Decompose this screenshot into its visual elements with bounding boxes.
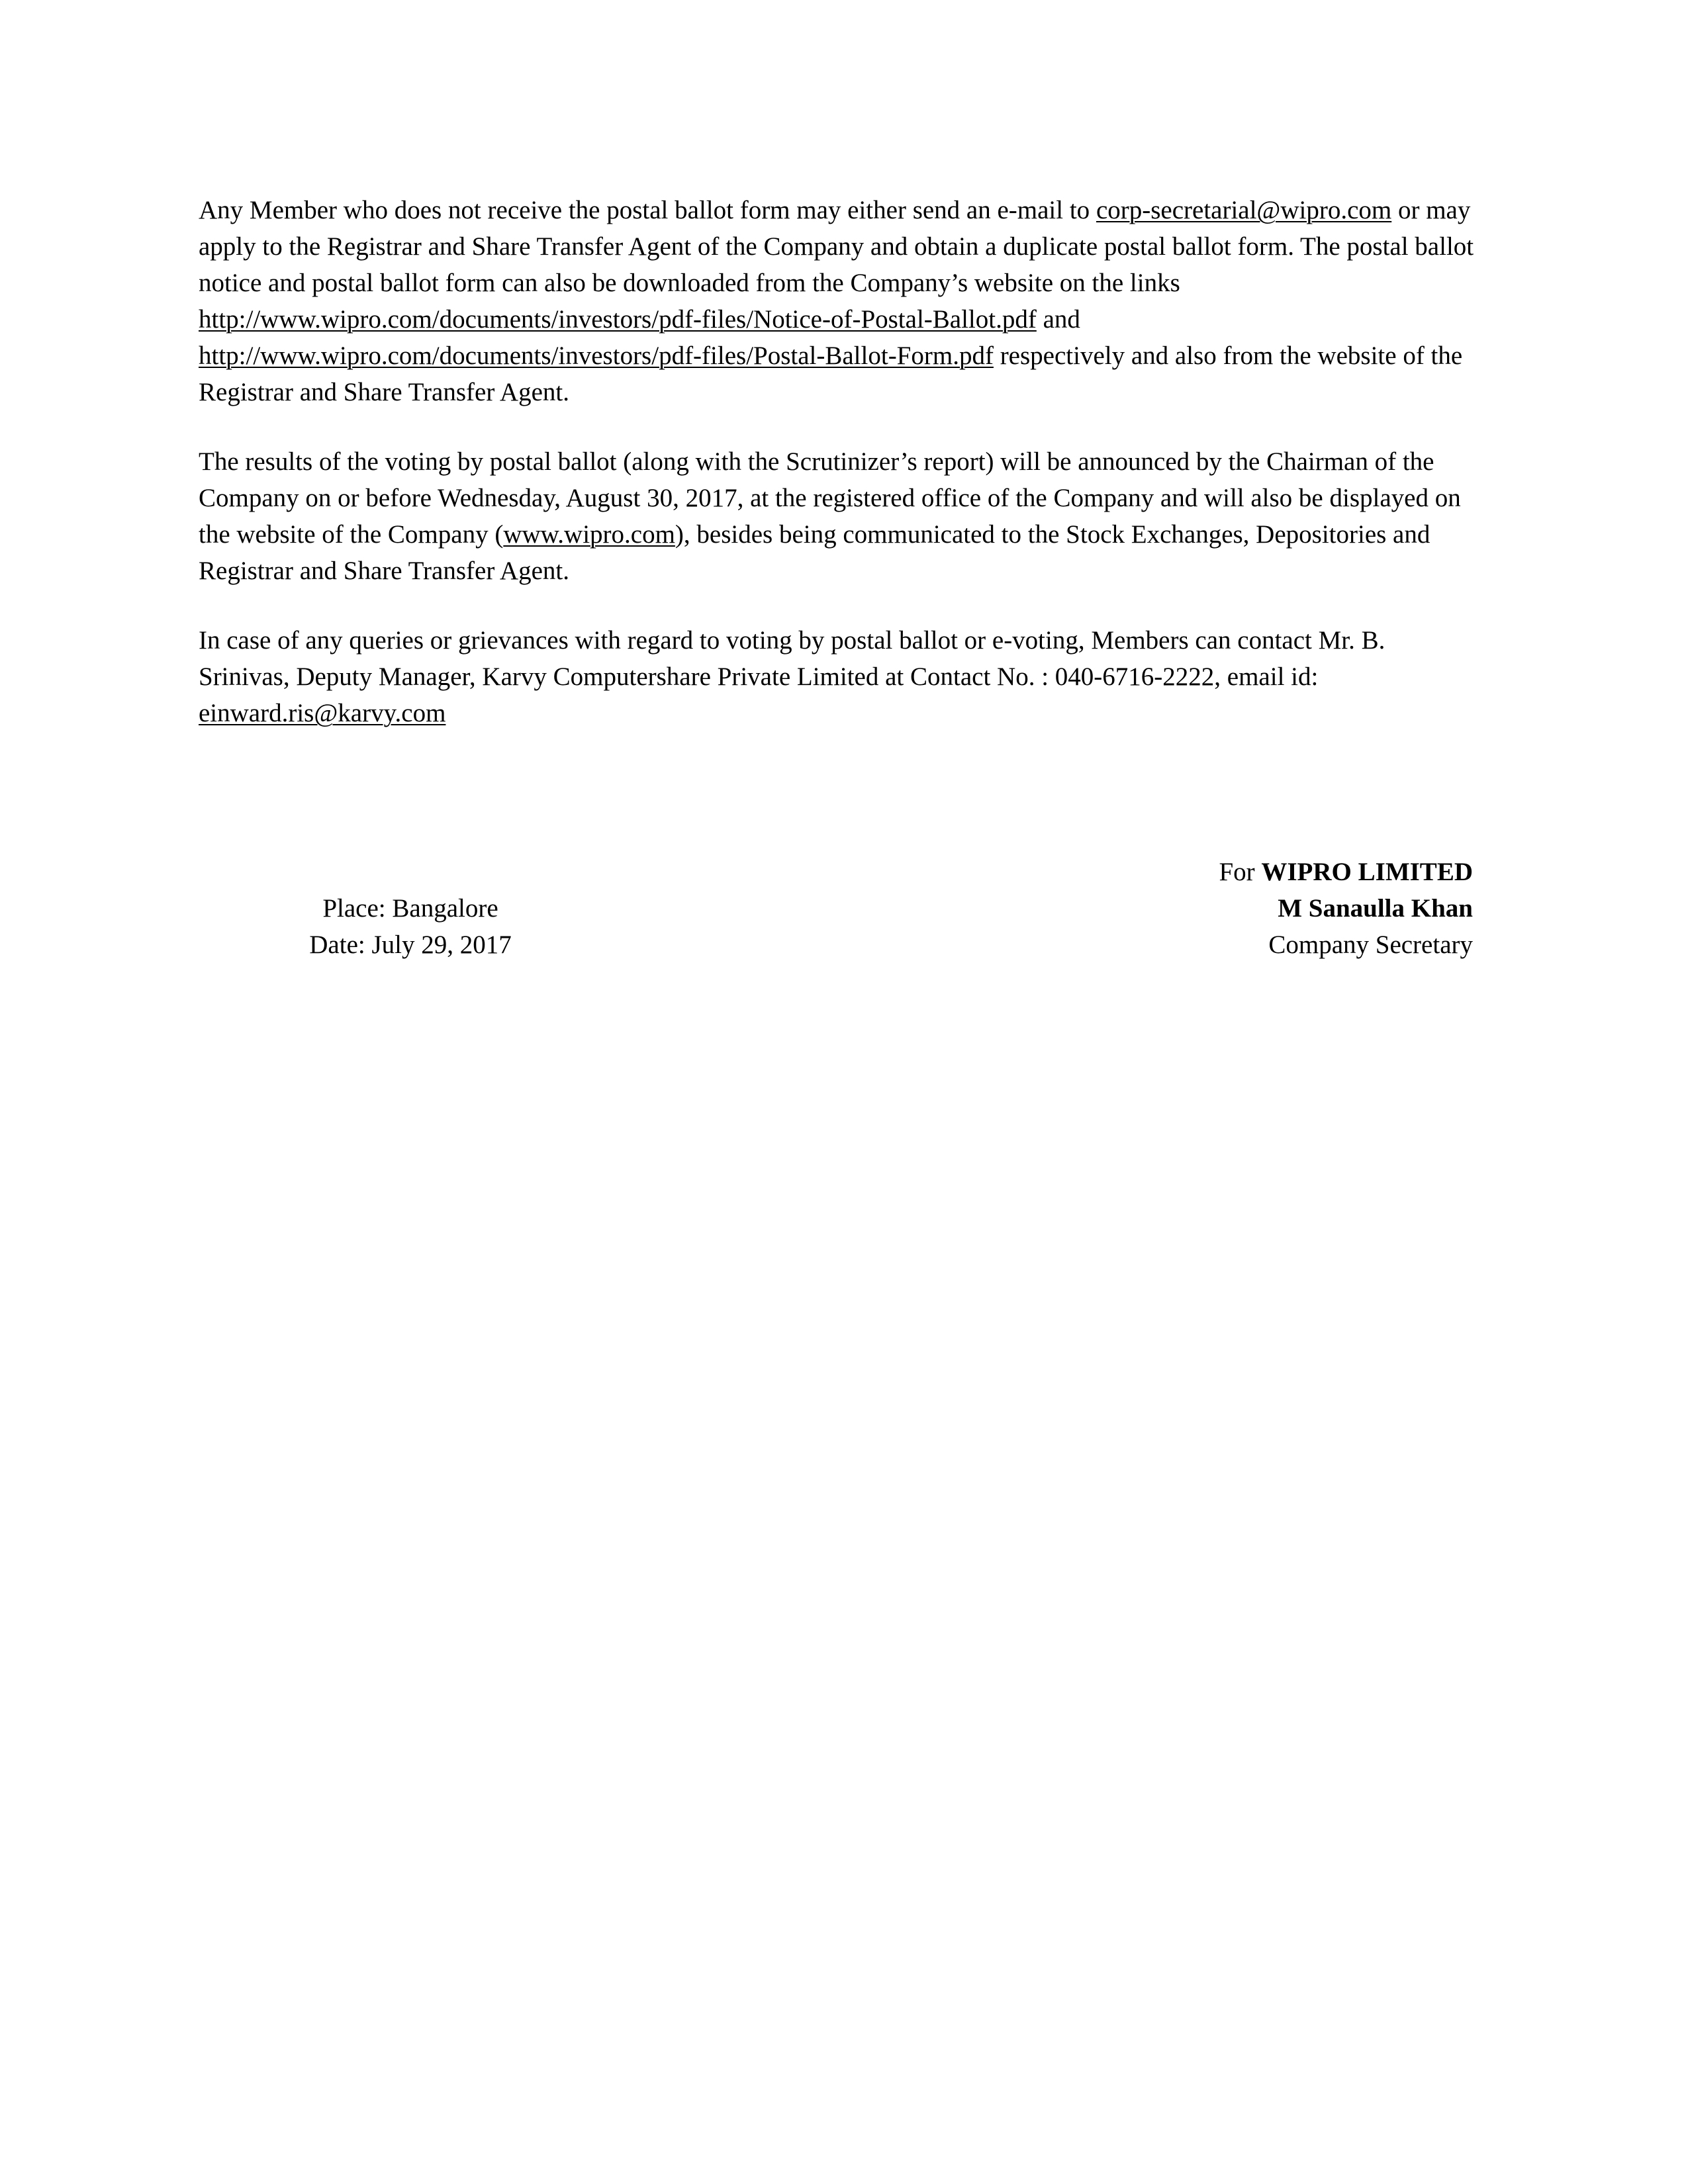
document-body <box>199 192 1476 764</box>
wipro-website-link[interactable]: www.wipro.com <box>503 520 675 549</box>
paragraph-text: and <box>1036 305 1080 334</box>
company-name: WIPRO LIMITED <box>1261 858 1473 886</box>
signatory-name: M Sanaulla Khan <box>1278 894 1473 923</box>
paragraph-text: ), besides being communicated to the Stock Exchanges, Depositories and Registrar and Share Transfer Agent. <box>199 520 1430 585</box>
paragraph-postal-ballot-form <box>199 192 1476 410</box>
date-text: Date: July 29, 2017 <box>309 931 512 959</box>
paragraph-text: Any Member who does not receive the postal ballot form may either send an e-mail to <box>199 196 1096 224</box>
paragraph-text: The results of the voting by postal ballot (along with the Scrutinizer’s report) will be announced by the Chairman of the Company on or before Wednesday, August 30, 2017, at the registered office of the Company and will also be displayed on the website of the Company ( <box>199 447 1461 549</box>
paragraph-queries-contact <box>199 622 1476 731</box>
paragraph-voting-results <box>199 443 1476 589</box>
signatory-block <box>1219 854 1473 963</box>
paragraph-text: respectively and also from the website of the Registrar and Share Transfer Agent. <box>199 341 1463 406</box>
corp-secretarial-email-link[interactable]: corp-secretarial@wipro.com <box>1096 196 1392 224</box>
paragraph-text: In case of any queries or grievances with regard to voting by postal ballot or e-voting, Members can contact Mr. B. Srinivas, Deputy Manager, Karvy Computershare Private Limited at Contact No. : 040-6716-2222, email id: <box>199 626 1385 691</box>
company-line <box>1219 854 1473 890</box>
postal-ballot-form-pdf-link[interactable]: http://www.wipro.com/documents/investors/pdf-files/Postal-Ballot-Form.pdf <box>199 341 994 370</box>
paragraph-text: or may apply to the Registrar and Share Transfer Agent of the Company and obtain a duplicate postal ballot form. The postal ballot notice and postal ballot form can also be downloaded from the Company’s website on the links <box>199 196 1474 297</box>
karvy-email-link[interactable]: einward.ris@karvy.com <box>199 699 446 727</box>
for-prefix: For <box>1219 858 1262 886</box>
notice-pdf-link[interactable]: http://www.wipro.com/documents/investors/pdf-files/Notice-of-Postal-Ballot.pdf <box>199 305 1037 334</box>
place-text: Place: Bangalore <box>322 894 498 923</box>
place-date-block <box>305 890 516 963</box>
signatory-title: Company Secretary <box>1268 931 1473 959</box>
